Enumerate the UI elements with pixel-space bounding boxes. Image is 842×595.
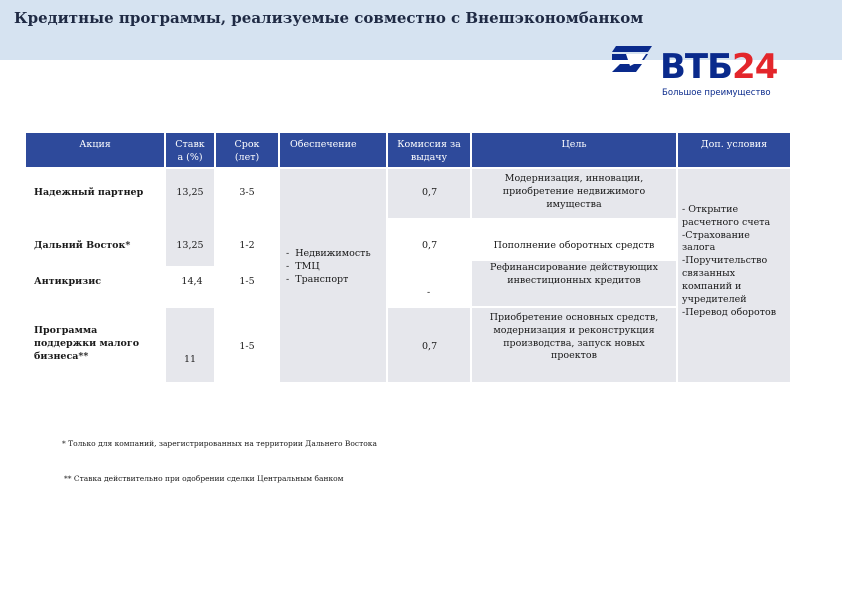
row1-purpose: Модернизация, инновации, приобретение недвижимого имущества [502,173,646,210]
row4-commission: 0,7 [422,341,438,352]
header-security-label: Обеспечение [290,139,357,150]
row4-action: Программа поддержки малого бизнеса** [34,325,140,362]
header-rate [166,133,214,167]
row2-action: Дальний Восток* [34,240,131,251]
logo-brand-number: 24 [732,47,778,87]
logo-brand-main: ВТБ [660,47,733,87]
vtb-emblem-icon [612,44,660,80]
header-security [280,133,386,167]
row4-rate: 11 [183,354,197,365]
rate-col-bottom [166,308,214,382]
header-action-label: Акция [79,139,111,150]
header-term [216,133,278,167]
vtb24-logo [612,40,792,104]
security-item: - Недвижимость [286,248,371,259]
header-purpose [472,133,676,167]
header-commission [388,133,470,167]
row2-term: 1-2 [239,240,255,251]
header-purpose-label: Цель [561,139,587,150]
row1-commission: 0,7 [422,187,438,198]
header-action [26,133,164,167]
header-extra [678,133,790,167]
row3-commission: - [427,287,431,298]
extra-conditions: - Открытие расчетного счета -Страхование залога -Поручительство связанных компаний и учредителей -Перевод оборотов [682,204,777,318]
row4-purpose: Приобретение основных средств, модернизация и реконструкция производства, запуск новых проектов [489,312,659,362]
page-title: Кредитные программы, реализуемые совместно с Внешэкономбанком [14,9,644,27]
header-extra-label: Доп. условия [700,139,768,150]
row3-rate: 14,4 [181,276,203,287]
row2-commission: 0,7 [422,240,438,251]
row1-rate: 13,25 [176,187,204,198]
row3-term: 1-5 [239,276,255,287]
security-list [286,248,371,286]
row3-action: Антикризис [34,276,102,287]
row1-action: Надежный партнер [34,187,144,198]
row3-purpose: Рефинансирование действующих инвестиционных кредитов [490,262,658,286]
header-commission-label: Комиссия за выдачу [397,139,461,163]
row2-purpose: Пополнение оборотных средств [493,240,655,251]
security-item: - Транспорт [286,273,349,285]
logo-slogan: Большое преимущество [662,88,771,98]
row4-term: 1-5 [239,341,255,352]
logo-wordmark [660,47,778,87]
security-item: - ТМЦ [286,260,320,272]
header-rate-label: Ставк а (%) [175,139,205,163]
header-term-label: Срок (лет) [234,139,260,163]
row1-term: 3-5 [239,187,255,198]
footnote-1: * Только для компаний, зарегистрированных на территории Дальнего Востока [62,439,377,448]
footnote-2: ** Ставка действительно при одобрении сделки Центральным банком [64,474,344,483]
row2-rate: 13,25 [176,240,204,251]
